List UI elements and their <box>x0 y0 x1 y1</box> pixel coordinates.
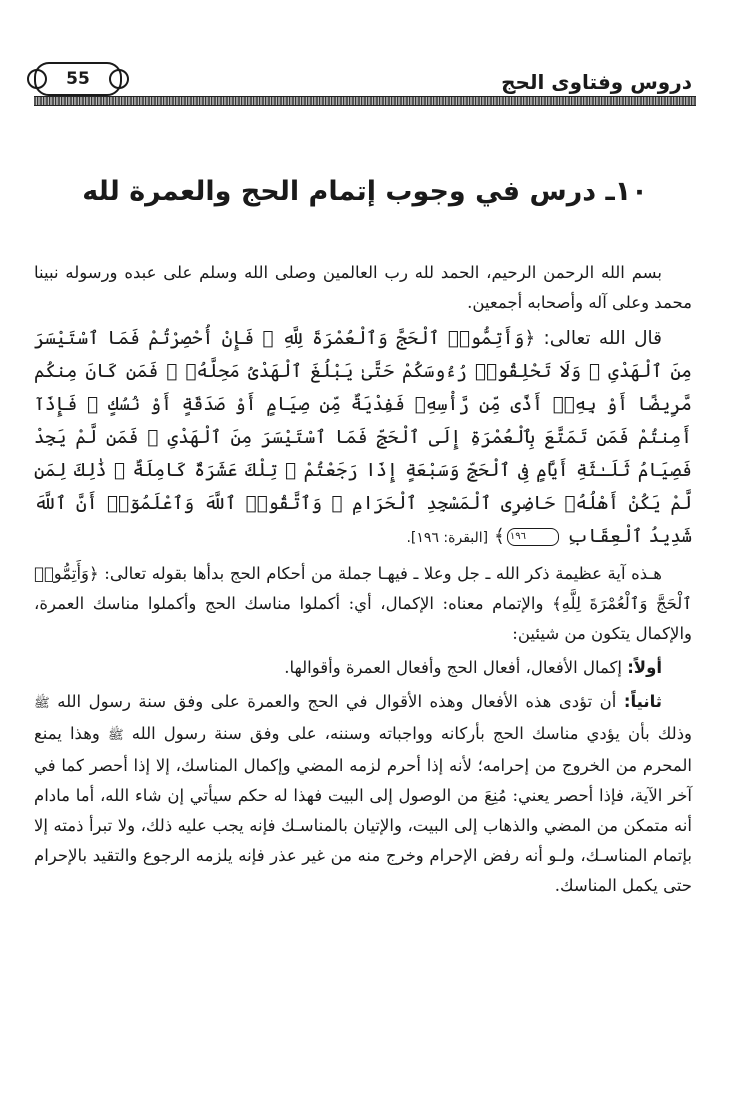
paragraph-1 <box>34 559 692 649</box>
page-number: 55 <box>62 69 94 89</box>
ayah-number-marker: ١٩٦ <box>507 528 559 546</box>
second-text-c: وهذا يمنع المحرم من الخروج من إحرامه؛ لأنه إذا أحرم لزمه المضي وإكمال المناسك، إلا إذا أحصر كما في آخر الآية، فإذا أحصر يعني: مُنِعَ من الوصول إلى البيت فهذا له حكم سيأتي إن شاء الله، أما مادام أنه متمكن من المضي والذهاب إلى البيت، والإتيان بالمناسـك فإنه يجب عليه ذلك، ولا تبرأ ذمته إلا بإتمام المناسـك، ولـو أنه رفض الإحرام وخرج منه من غير عذر فإنه يلزمه الرجوع والتقيد بالإحرام حتى يكمل المناسك. <box>34 724 692 895</box>
open-bracket: ﴿ <box>524 328 536 349</box>
close-bracket: ﴾ <box>494 526 505 547</box>
page-header <box>34 58 696 100</box>
first-label: أولاً: <box>627 658 662 677</box>
paragraph-1-text-a: هـذه آية عظيمة ذكر الله ـ جل وعلا ـ فيهـا جملة من أحكام الحج بدأها بقوله تعالى: <box>104 564 662 583</box>
point-first <box>34 653 692 683</box>
page-number-badge <box>34 62 122 96</box>
first-text: إكمال الأفعال، أفعال الحج وأفعال العمرة وأقوالها. <box>284 658 622 677</box>
running-title: دروس وفتاوى الحج <box>501 70 692 94</box>
second-label: ثانياً: <box>623 692 663 711</box>
verse-text: وَأَتِمُّوا۟ ٱلْحَجَّ وَٱلْعُمْرَةَ لِلَّهِ ۚ فَإِنْ أُحْصِرْتُمْ فَمَا ٱسْتَيْسَرَ مِنَ ٱلْهَدْىِ ۖ وَلَا تَحْلِقُوا۟ رُءُوسَكُمْ حَتَّىٰ يَبْلُغَ ٱلْهَدْىُ مَحِلَّهُۥ ۚ فَمَن كَانَ مِنكُم مَّرِيضًا أَوْ بِهِۦٓ أَذًى مِّن رَّأْسِهِۦ فَفِدْيَةٌ مِّن صِيَامٍ أَوْ صَدَقَةٍ أَوْ نُسُكٍ ۚ فَإِذَآ أَمِنتُمْ فَمَن تَمَتَّعَ بِٱلْعُمْرَةِ إِلَى ٱلْحَجِّ فَمَا ٱسْتَيْسَرَ مِنَ ٱلْهَدْىِ ۚ فَمَن لَّمْ يَجِدْ فَصِيَامُ ثَلَـٰثَةِ أَيَّامٍ فِى ٱلْحَجِّ وَسَبْعَةٍ إِذَا رَجَعْتُمْ ۗ تِلْكَ عَشَرَةٌ كَامِلَةٌ ۗ ذَٰلِكَ لِمَن لَّمْ يَكُنْ أَهْلُهُۥ حَاضِرِى ٱلْمَسْجِدِ ٱلْحَرَامِ ۚ وَٱتَّقُوا۟ ٱللَّهَ وَٱعْلَمُوٓا۟ أَنَّ ٱللَّهَ شَدِيدُ ٱلْعِقَابِ <box>34 328 692 547</box>
header-divider <box>34 96 696 106</box>
verse-intro: قال الله تعالى: <box>543 328 662 349</box>
basmala-paragraph: بسم الله الرحمن الرحيم، الحمد لله رب العالمين وصلى الله وسلم على عبده ورسوله نبينا محمد وعلى آله وأصحابه أجمعين. <box>34 263 692 312</box>
open-bracket: ﴿ <box>89 564 99 583</box>
salla-glyph: ﷺ <box>107 728 124 743</box>
second-text-b: وذلك بأن يؤدي مناسك الحج بأركانه وواجباته وسننه، على وفق سنة رسول الله <box>131 724 693 743</box>
point-second <box>34 687 692 901</box>
verse-reference: [البقرة: ١٩٦]. <box>406 530 489 546</box>
paragraph-1-text-b: والإتمام معناه: الإكمال، أي: أكملوا مناسك الحج وأكملوا مناسك العمرة، والإكمال يتكون من شيئين: <box>34 594 692 643</box>
second-text-a: أن تؤدى هذه الأفعال وهذه الأقوال في الحج والعمرة على وفق سنة رسول الله <box>57 692 617 711</box>
salla-glyph: ﷺ <box>34 696 50 711</box>
close-bracket: ﴾ <box>551 594 562 613</box>
verse-paragraph <box>34 322 692 555</box>
lesson-title: ١٠ـ درس في وجوب إتمام الحج والعمرة لله <box>82 176 648 207</box>
body-text <box>34 258 692 905</box>
quoted-verse: وَأَتِمُّوا۟ ٱلْحَجَّ وَٱلْعُمْرَةَ لِلَّهِ <box>34 564 693 613</box>
